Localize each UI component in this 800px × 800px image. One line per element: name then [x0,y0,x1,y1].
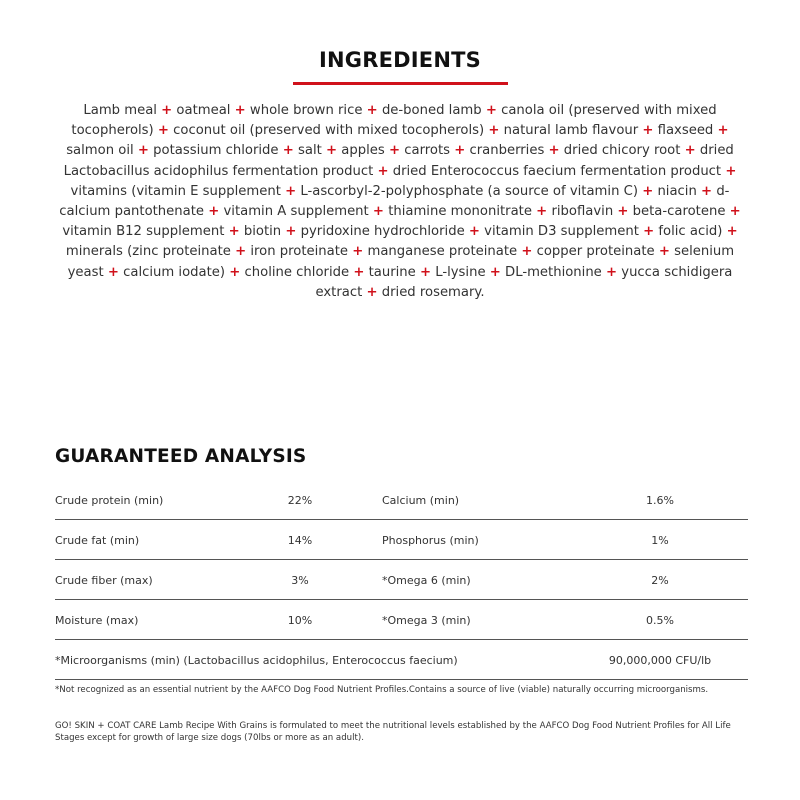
plus-separator: + [725,163,737,179]
plus-separator: + [548,143,560,159]
plus-separator: + [468,224,480,240]
footnote-formulation-statement: GO! SKIN + COAT CARE Lamb Recipe With Grains is formulated to meet the nutritional levels established by the AAFCO Dog Food Nutrient Profiles for All Life Stages except for growth of large size dogs (70lbs or more as an adult). [55,721,731,743]
nutrient-name: *Omega 3 (min) [382,614,471,627]
ingredient-item: canola oil (preserved with mixed tocopherols) [71,103,717,139]
plus-separator: + [488,123,500,139]
ingredient-item: niacin [657,183,697,199]
ingredients-title: INGREDIENTS [319,48,481,72]
ingredient-item: L-lysine [435,264,486,280]
ingredient-item: vitamin A supplement [223,204,369,220]
nutrient-value: 10% [287,614,313,627]
ingredient-item: dried Lactobacillus acidophilus fermentation product [63,143,734,179]
ingredient-item: copper proteinate [536,244,655,260]
plus-separator: + [157,123,169,139]
plus-separator: + [372,204,384,220]
ingredient-item: salt [298,143,322,159]
plus-separator: + [352,244,364,260]
plus-separator: + [282,143,294,159]
ingredient-item: folic acid) [658,224,723,240]
ingredient-item: riboflavin [551,204,614,220]
plus-separator: + [107,264,119,280]
table-row [55,520,748,560]
plus-separator: + [161,103,173,118]
plus-separator: + [617,204,629,220]
nutrient-name: Moisture (max) [55,614,139,627]
nutrient-value: 0.5% [646,614,674,627]
ingredient-item: dried Enterococcus faecium fermentation product [392,163,722,179]
nutrient-name: Crude protein (min) [55,494,164,507]
ingredient-item: choline chloride [244,264,350,280]
nutrient-name: Calcium (min) [382,494,460,507]
plus-separator: + [454,143,466,159]
nutrient-value: 1% [651,534,669,547]
nutrient-name: *Omega 6 (min) [382,574,471,587]
table-row [55,560,748,600]
ingredients-list [50,101,750,303]
ingredient-item: yucca schidigera extract [315,264,733,300]
ingredient-item: thiamine mononitrate [388,204,532,220]
ingredient-item: taurine [368,264,416,280]
ingredient-item: Lamb meal [83,103,157,118]
ingredient-item: whole brown rice [249,103,363,118]
ingredient-item: d-calcium pantothenate [59,183,730,220]
plus-separator: + [419,264,432,280]
plus-separator: + [701,183,713,199]
ingredient-item: carrots [404,143,450,159]
plus-separator: + [326,143,338,159]
plus-separator: + [717,123,729,139]
ingredient-item: beta-carotene [632,204,726,220]
ingredient-item: vitamin D3 supplement [484,224,639,240]
plus-separator: + [643,224,655,240]
plus-separator: + [726,224,738,240]
ingredient-item: biotin [243,224,282,240]
plus-separator: + [235,244,247,260]
ingredient-item: vitamins (vitamin E supplement [70,183,281,199]
plus-separator: + [489,264,501,280]
ingredient-item: flaxseed [657,123,714,139]
plus-separator: + [642,123,654,139]
table-row [55,640,748,680]
ingredient-item: salmon oil [66,143,134,159]
plus-separator: + [377,163,389,179]
plus-separator: + [684,143,696,159]
ingredient-item: minerals (zinc proteinate [65,244,231,260]
plus-separator: + [729,204,741,220]
ingredient-item: dried rosemary. [381,284,485,300]
plus-separator: + [137,143,149,159]
plus-separator: + [366,284,378,300]
ingredient-item: pyridoxine hydrochloride [300,224,465,240]
plus-separator: + [485,103,497,118]
ingredient-item: cranberries [469,143,545,159]
nutrient-value: 90,000,000 CFU/lb [608,654,712,667]
nutrient-value: 1.6% [646,494,674,507]
plus-separator: + [208,204,220,220]
nutrient-name: *Microorganisms (min) (Lactobacillus acidophilus, Enterococcus faecium) [55,654,458,667]
table-row [55,480,748,520]
ingredient-item: natural lamb flavour [503,123,639,139]
nutrient-value: 14% [287,534,313,547]
plus-separator: + [366,103,378,118]
ingredient-item: selenium yeast [67,244,735,280]
nutrient-value: 2% [651,574,669,587]
plus-separator: + [285,183,297,199]
ingredient-item: DL-methionine [505,264,602,280]
ingredient-item: de-boned lamb [381,103,482,118]
plus-separator: + [228,224,240,240]
ingredients-title-underline [293,82,508,85]
ingredient-item: calcium iodate) [123,264,226,280]
plus-separator: + [388,143,401,159]
table-row [55,600,748,640]
ingredient-item: manganese proteinate [367,244,518,260]
guaranteed-analysis-table [55,480,748,680]
nutrient-value: 22% [287,494,313,507]
plus-separator: + [521,244,533,260]
ingredient-item: vitamin B12 supplement [62,224,225,240]
nutrient-name: Crude fat (min) [55,534,140,547]
plus-separator: + [234,103,246,118]
ingredient-item: L-ascorbyl-2-polyphosphate (a source of vitamin C) [300,183,638,199]
nutrient-value: 3% [291,574,309,587]
plus-separator: + [536,204,548,220]
plus-separator: + [642,183,654,199]
plus-separator: + [285,224,297,240]
ingredient-item: apples [341,143,385,159]
ingredient-item: iron proteinate [250,244,349,260]
footnote-aafco-essential: *Not recognized as an essential nutrient by the AAFCO Dog Food Nutrient Profiles.Contains a source of live (viable) naturally occurring microorganisms. [55,685,709,695]
nutrient-name: Crude fiber (max) [55,574,153,587]
ingredient-item: dried chicory root [563,143,681,159]
nutrient-name: Phosphorus (min) [382,534,479,547]
ingredient-item: oatmeal [176,103,231,118]
ingredient-item: coconut oil (preserved with mixed tocopherols) [173,123,485,139]
ingredient-item: potassium chloride [153,143,279,159]
plus-separator: + [606,264,618,280]
plus-separator: + [658,244,670,260]
plus-separator: + [353,264,365,280]
plus-separator: + [229,264,241,280]
guaranteed-analysis-title: GUARANTEED ANALYSIS [55,446,307,467]
